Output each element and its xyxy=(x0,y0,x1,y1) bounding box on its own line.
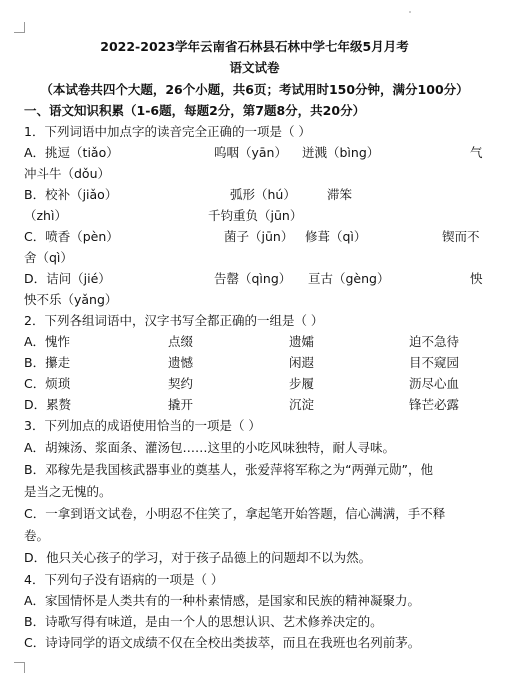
q2-a-word-1: A．愧怍 xyxy=(24,334,71,349)
q1-option-a-2: 呜咽（yān） xyxy=(214,145,287,160)
q2-d-word-3: 沉淀 xyxy=(289,397,315,412)
q2-b-word-3: 闲遐 xyxy=(289,355,315,370)
q3-option-d: D．他只关心孩子的学习，对于孩子品德上的问题却不以为然。 xyxy=(24,550,372,565)
q4-option-a: A．家国情怀是人类共有的一种朴素情感，是国家和民族的精神凝聚力。 xyxy=(24,593,421,608)
q1-option-a-5: 冲斗牛（dǒu） xyxy=(24,166,111,181)
q1-option-d-1: D．诘问（jié） xyxy=(24,271,111,286)
q2-c-word-1: C．烦琐 xyxy=(24,376,71,391)
q1-option-b-1: B．校补（jiǎo） xyxy=(24,187,118,202)
q2-c-word-4: 沥尽心血 xyxy=(409,376,460,391)
exam-note: （本试卷共四个大题，26个小题，共6页；考试用时150分钟，满分100分） xyxy=(40,82,469,97)
crop-mark-top-left xyxy=(14,22,25,33)
q1-option-c-1: C．喷香（pèn） xyxy=(24,229,119,244)
exam-subtitle: 语文试卷 xyxy=(229,60,280,75)
q1-option-d-4: 怏 xyxy=(470,271,483,286)
q2-c-word-3: 步履 xyxy=(289,376,315,391)
q2-a-word-4: 迫不急待 xyxy=(409,334,460,349)
q2-d-word-1: D．累赘 xyxy=(24,397,72,412)
q2-d-word-4: 锋芒必露 xyxy=(409,397,460,412)
q2-b-word-4: 目不窥园 xyxy=(409,355,460,370)
q1-option-b-5: 千钧重负（jūn） xyxy=(208,208,303,223)
exam-title: 2022-2023学年云南省石林县石林中学七年级5月月考 xyxy=(100,39,409,54)
q3-option-c-line2: 卷。 xyxy=(24,528,50,543)
q2-a-word-3: 遗孀 xyxy=(289,334,315,349)
q4-option-b: B．诗歌写得有味道，是由一个人的思想认识、艺术修养决定的。 xyxy=(24,614,383,629)
q1-option-b-4: （zhì） xyxy=(24,208,67,223)
q1-option-c-4: 锲而不 xyxy=(442,229,480,244)
q1-option-c-5: 舍（qì） xyxy=(24,250,73,265)
q1-option-d-3: 亘古（gèng） xyxy=(308,271,390,286)
q3-option-c-line1: C．一拿到语文试卷，小明忍不住笑了，拿起笔开始答题，信心满满，手不释 xyxy=(24,506,446,521)
q1-option-a-3: 迸溅（bìng） xyxy=(302,145,380,160)
q1-option-d-5: 怏不乐（yǎng） xyxy=(24,292,118,307)
q4-stem: 4．下列句子没有语病的一项是（ ） xyxy=(24,572,224,587)
q2-b-word-1: B．攥走 xyxy=(24,355,71,370)
q3-option-a: A．胡辣汤、浆面条、灌汤包……这里的小吃风味独特，耐人寻味。 xyxy=(24,440,396,455)
crop-mark-bottom-left xyxy=(14,662,25,673)
q1-option-b-3: 滞笨 xyxy=(327,187,353,202)
q2-a-word-2: 点缀 xyxy=(168,334,194,349)
page-speck xyxy=(409,11,411,13)
q1-option-c-3: 修葺（qì） xyxy=(305,229,367,244)
q3-stem: 3．下列加点的成语使用恰当的一项是（ ） xyxy=(24,418,261,433)
q1-option-b-2: 弧形（hú） xyxy=(230,187,296,202)
section-heading: 一、语文知识积累（1-6题，每题2分，第7题8分，共20分） xyxy=(24,103,366,118)
q3-option-b-line1: B．邓稼先是我国核武器事业的奠基人，张爱萍将军称之为“两弹元勋”，他 xyxy=(24,462,434,477)
q2-b-word-2: 遗憾 xyxy=(168,355,194,370)
q3-option-b-line2: 是当之无愧的。 xyxy=(24,484,112,499)
q1-option-a-1: A．挑逗（tiǎo） xyxy=(24,145,119,160)
q4-option-c: C．诗诗同学的语文成绩不仅在全校出类拔萃，而且在我班也名列前茅。 xyxy=(24,635,421,650)
q2-c-word-2: 契约 xyxy=(168,376,194,391)
q1-option-c-2: 菌子（jūn） xyxy=(224,229,294,244)
q2-d-word-2: 撬开 xyxy=(168,397,194,412)
q1-stem: 1．下列词语中加点字的读音完全正确的一项是（ ） xyxy=(24,124,311,139)
q2-stem: 2．下列各组词语中，汉字书写全都正确的一组是（ ） xyxy=(24,313,324,328)
q1-option-d-2: 告罄（qìng） xyxy=(214,271,292,286)
q1-option-a-4: 气 xyxy=(470,145,483,160)
